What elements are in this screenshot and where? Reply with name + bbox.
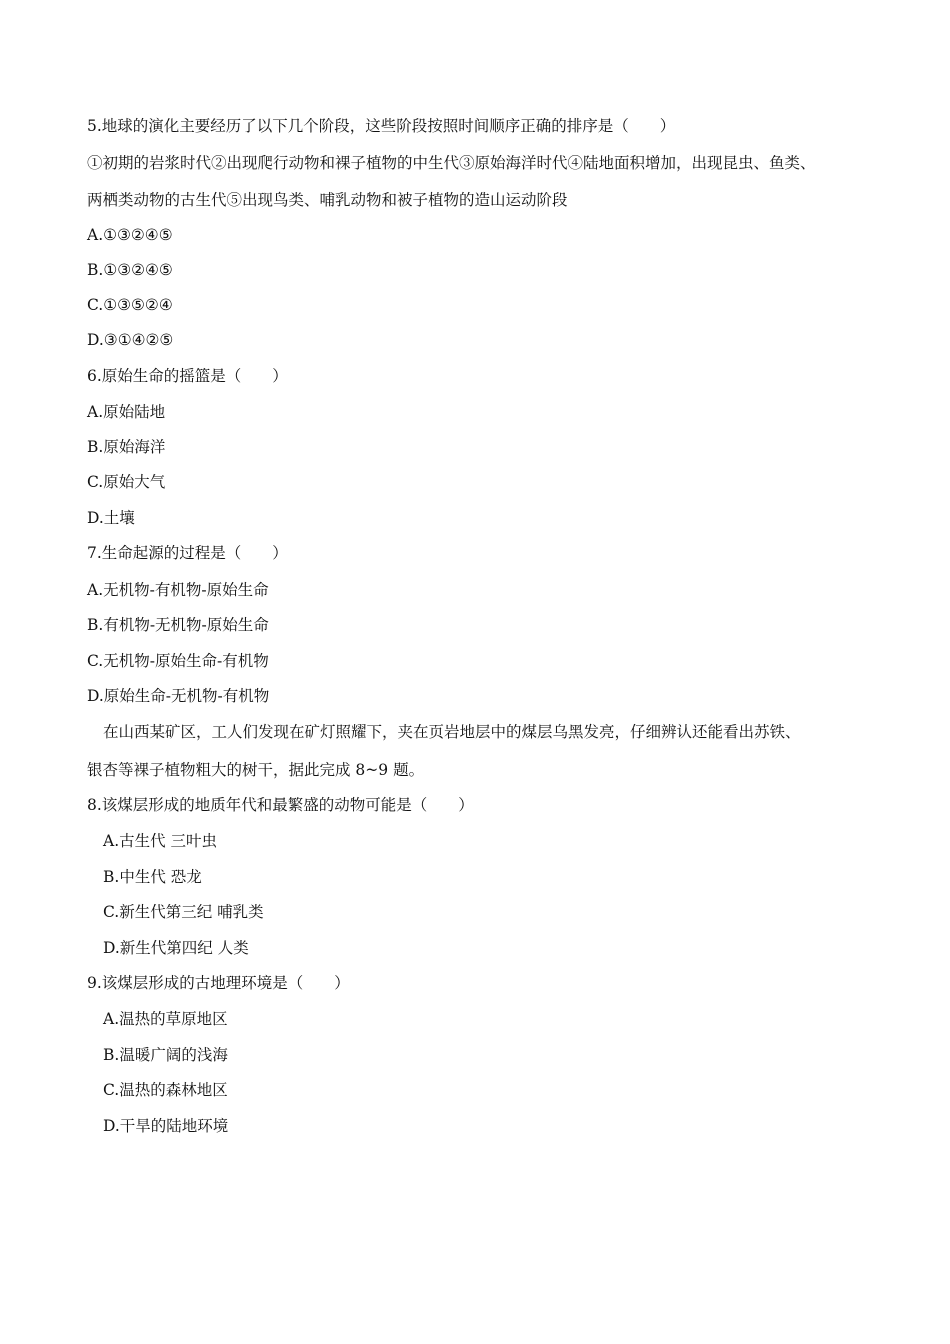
q9-option-c: C.温热的森林地区	[103, 1081, 228, 1099]
q8-option-d: D.新生代第四纪 人类	[103, 939, 249, 957]
q9-option-b: B.温暖广阔的浅海	[103, 1046, 228, 1064]
q7-option-b: B.有机物-无机物-原始生命	[87, 616, 269, 634]
passage-line-2: 银杏等裸子植物粗大的树干，据此完成 8~9 题。	[87, 761, 425, 779]
q5-stem: 5.地球的演化主要经历了以下几个阶段，这些阶段按照时间顺序正确的排序是（ ）	[87, 117, 676, 135]
passage-line-1: 在山西某矿区，工人们发现在矿灯照耀下，夹在页岩地层中的煤层乌黑发亮，仔细辨认还能看出苏铁、	[103, 723, 801, 741]
q5-option-b: B.①③②④⑤	[87, 261, 173, 279]
q6-option-a: A.原始陆地	[87, 403, 166, 421]
q5-description-line-1: ①初期的岩浆时代②出现爬行动物和裸子植物的中生代③原始海洋时代④陆地面积增加，出现昆虫、鱼类、	[87, 154, 816, 172]
q6-stem: 6.原始生命的摇篮是（ ）	[87, 367, 288, 385]
q6-option-d: D.土壤	[87, 509, 135, 527]
q9-stem: 9.该煤层形成的古地理环境是（ ）	[87, 974, 350, 992]
q6-option-c: C.原始大气	[87, 473, 166, 491]
q5-option-c: C.①③⑤②④	[87, 296, 173, 314]
q5-option-d: D.③①④②⑤	[87, 331, 174, 349]
q8-option-c: C.新生代第三纪 哺乳类	[103, 903, 264, 921]
q8-option-b: B.中生代 恐龙	[103, 868, 202, 886]
q9-option-d: D.干旱的陆地环境	[103, 1117, 229, 1135]
q5-option-a: A.①③②④⑤	[87, 226, 173, 244]
q7-option-a: A.无机物-有机物-原始生命	[87, 581, 269, 599]
q6-option-b: B.原始海洋	[87, 438, 166, 456]
q8-stem: 8.该煤层形成的地质年代和最繁盛的动物可能是（ ）	[87, 796, 474, 814]
q9-option-a: A.温热的草原地区	[103, 1010, 228, 1028]
q5-description-line-2: 两栖类动物的古生代⑤出现鸟类、哺乳动物和被子植物的造山运动阶段	[87, 191, 568, 209]
q7-option-c: C.无机物-原始生命-有机物	[87, 652, 269, 670]
q7-option-d: D.原始生命-无机物-有机物	[87, 687, 270, 705]
q8-option-a: A.古生代 三叶虫	[103, 832, 218, 850]
q7-stem: 7.生命起源的过程是（ ）	[87, 544, 288, 562]
